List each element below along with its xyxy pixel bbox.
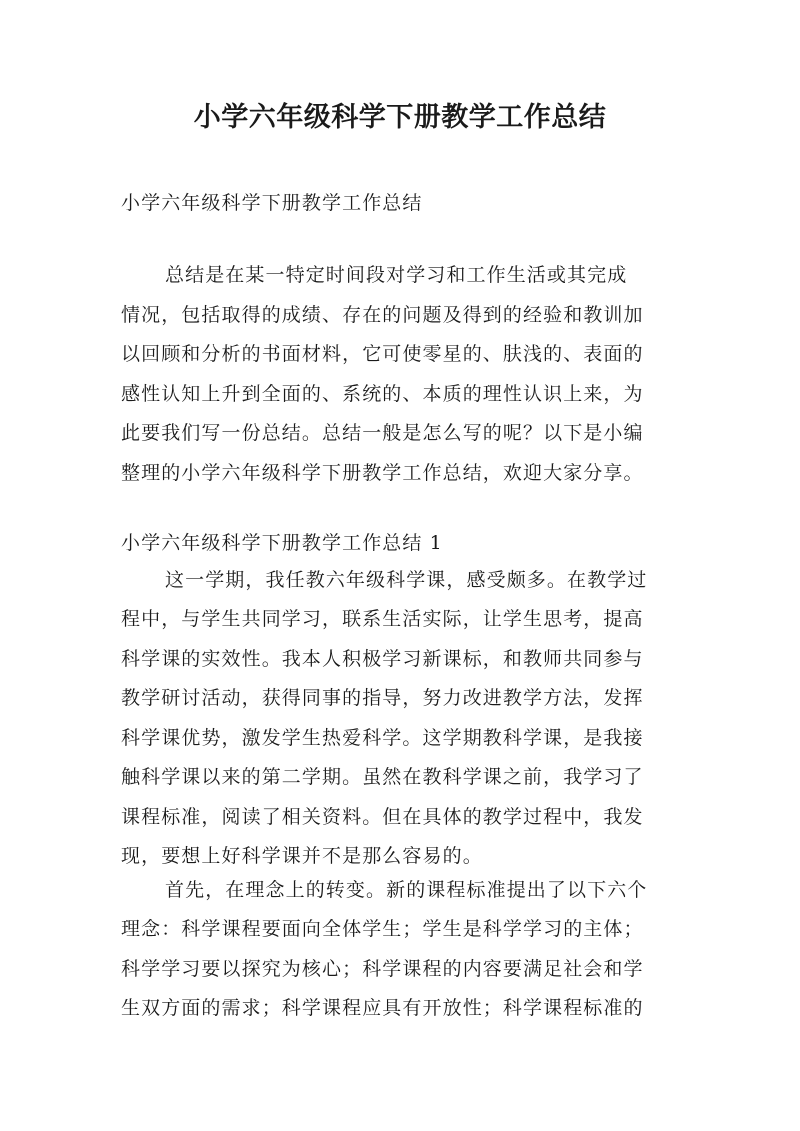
document-subtitle: 小学六年级科学下册教学工作总结 bbox=[121, 192, 423, 214]
paragraph-line: 这一学期，我任教六年级科学课，感受颇多。在教学过 bbox=[165, 569, 648, 591]
paragraph-line: 触科学课以来的第二学期。虽然在教科学课之前，我学习了 bbox=[121, 766, 644, 788]
intro-line: 总结是在某一特定时间段对学习和工作生活或其完成 bbox=[165, 264, 628, 286]
intro-line: 感性认知上升到全面的、系统的、本质的理性认识上来，为 bbox=[121, 383, 644, 405]
paragraph-line: 课程标准，阅读了相关资料。但在具体的教学过程中，我发 bbox=[121, 806, 644, 828]
paragraph-line: 程中，与学生共同学习，联系生活实际，让学生思考，提高 bbox=[121, 608, 644, 630]
intro-line: 此要我们写一份总结。总结一般是怎么写的呢？以下是小编 bbox=[121, 422, 644, 444]
paragraph-line: 教学研讨活动，获得同事的指导，努力改进教学方法，发挥 bbox=[121, 687, 644, 709]
paragraph-line: 生双方面的需求；科学课程应具有开放性；科学课程标准的 bbox=[121, 997, 644, 1019]
section-heading: 小学六年级科学下册教学工作总结 1 bbox=[121, 532, 443, 554]
paragraph-line: 首先，在理念上的转变。新的课程标准提出了以下六个 bbox=[165, 879, 648, 901]
intro-line: 整理的小学六年级科学下册教学工作总结，欢迎大家分享。 bbox=[121, 462, 644, 484]
paragraph-line: 现，要想上好科学课并不是那么容易的。 bbox=[121, 845, 483, 867]
intro-line: 以回顾和分析的书面材料，它可使零星的、肤浅的、表面的 bbox=[121, 343, 644, 365]
paragraph-line: 科学课优势，激发学生热爱科学。这学期教科学课，是我接 bbox=[121, 727, 644, 749]
paragraph-line: 科学课的实效性。我本人积极学习新课标，和教师共同参与 bbox=[121, 648, 644, 670]
document-title: 小学六年级科学下册教学工作总结 bbox=[193, 102, 607, 133]
intro-line: 情况，包括取得的成绩、存在的问题及得到的经验和教训加 bbox=[121, 304, 644, 326]
paragraph-line: 理念：科学课程要面向全体学生；学生是科学学习的主体； bbox=[121, 918, 644, 940]
paragraph-line: 科学学习要以探究为核心；科学课程的内容要满足社会和学 bbox=[121, 958, 644, 980]
